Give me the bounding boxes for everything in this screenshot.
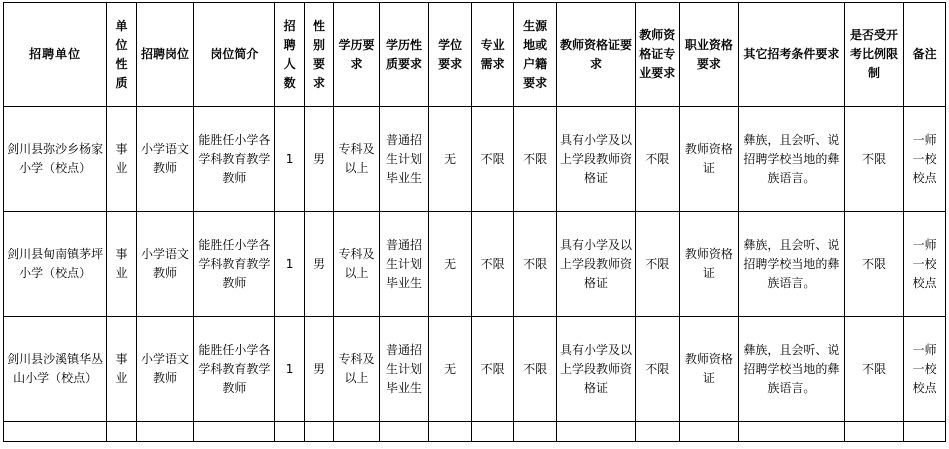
cell-edu-nature: 普通招生计划毕业生 [379,212,429,317]
header-ratio: 是否受开考比例限制 [844,3,904,107]
cell-unit-nature: 事业 [107,317,136,422]
cell-degree: 无 [429,317,472,422]
table-row [4,317,946,422]
cell-remark: 一师一校校点 [904,107,946,212]
cell-ratio: 不限 [844,107,904,212]
empty-cell [844,422,904,442]
empty-cell [471,422,514,442]
empty-cell [429,422,472,442]
empty-row [4,422,946,442]
header-post: 招聘岗位 [136,3,194,107]
cell-education: 专科及以上 [334,107,380,212]
header-unit: 招聘单位 [4,3,107,107]
cell-major: 不限 [471,107,514,212]
header-teacher-cert: 教师资格证要求 [556,3,635,107]
cell-unit-nature: 事业 [107,107,136,212]
cell-ratio: 不限 [844,212,904,317]
cell-post: 小学语文教师 [136,212,194,317]
header-degree: 学位要求 [429,3,472,107]
cell-teacher-cert: 具有小学及以上学段教师资格证 [556,107,635,212]
cell-professional-cert: 教师资格证 [679,107,739,212]
cell-other: 彝族，且会听、说招聘学校当地的彝族语言。 [739,317,844,422]
cell-education: 专科及以上 [334,212,380,317]
cell-edu-nature: 普通招生计划毕业生 [379,317,429,422]
empty-cell [679,422,739,442]
cell-gender: 男 [304,107,333,212]
table-row [4,107,946,212]
header-gender: 性别要求 [304,3,333,107]
header-origin: 生源地或户籍要求 [514,3,557,107]
empty-cell [334,422,380,442]
cell-education: 专科及以上 [334,317,380,422]
empty-cell [107,422,136,442]
cell-gender: 男 [304,317,333,422]
cell-degree: 无 [429,107,472,212]
cell-cert-major: 不限 [635,107,679,212]
empty-cell [304,422,333,442]
cell-unit-nature: 事业 [107,212,136,317]
cell-post: 小学语文教师 [136,317,194,422]
header-cert-major: 教师资格证专业要求 [635,3,679,107]
table-row [4,212,946,317]
cell-professional-cert: 教师资格证 [679,212,739,317]
empty-cell [4,422,107,442]
cell-origin: 不限 [514,212,557,317]
header-education: 学历要求 [334,3,380,107]
header-count: 招聘人数 [275,3,304,107]
cell-count: 1 [275,317,304,422]
cell-teacher-cert: 具有小学及以上学段教师资格证 [556,212,635,317]
cell-unit: 剑川县弥沙乡杨家小学（校点） [4,107,107,212]
empty-cell [379,422,429,442]
empty-cell [635,422,679,442]
empty-cell [556,422,635,442]
header-major: 专业需求 [471,3,514,107]
cell-cert-major: 不限 [635,317,679,422]
empty-cell [275,422,304,442]
cell-origin: 不限 [514,107,557,212]
cell-unit: 剑川县沙溪镇华丛山小学（校点） [4,317,107,422]
header-unit-nature: 单位性质 [107,3,136,107]
cell-other: 彝族，且会听、说招聘学校当地的彝族语言。 [739,212,844,317]
empty-cell [904,422,946,442]
cell-major: 不限 [471,317,514,422]
header-post-desc: 岗位简介 [194,3,275,107]
empty-cell [194,422,275,442]
header-other: 其它招考条件要求 [739,3,844,107]
cell-teacher-cert: 具有小学及以上学段教师资格证 [556,317,635,422]
cell-post-desc: 能胜任小学各学科教育教学教师 [194,317,275,422]
cell-cert-major: 不限 [635,212,679,317]
header-professional-cert: 职业资格要求 [679,3,739,107]
cell-post-desc: 能胜任小学各学科教育教学教师 [194,107,275,212]
header-remark: 备注 [904,3,946,107]
cell-gender: 男 [304,212,333,317]
recruitment-table [3,2,946,442]
empty-cell [136,422,194,442]
empty-cell [514,422,557,442]
cell-remark: 一师一校校点 [904,212,946,317]
cell-post-desc: 能胜任小学各学科教育教学教师 [194,212,275,317]
header-edu-nature: 学历性质要求 [379,3,429,107]
cell-other: 彝族，且会听、说招聘学校当地的彝族语言。 [739,107,844,212]
cell-post: 小学语文教师 [136,107,194,212]
empty-cell [739,422,844,442]
cell-degree: 无 [429,212,472,317]
cell-unit: 剑川县甸南镇茅坪小学（校点） [4,212,107,317]
cell-major: 不限 [471,212,514,317]
cell-count: 1 [275,107,304,212]
cell-ratio: 不限 [844,317,904,422]
cell-professional-cert: 教师资格证 [679,317,739,422]
cell-origin: 不限 [514,317,557,422]
header-row [4,3,946,107]
cell-count: 1 [275,212,304,317]
cell-edu-nature: 普通招生计划毕业生 [379,107,429,212]
cell-remark: 一师一校校点 [904,317,946,422]
